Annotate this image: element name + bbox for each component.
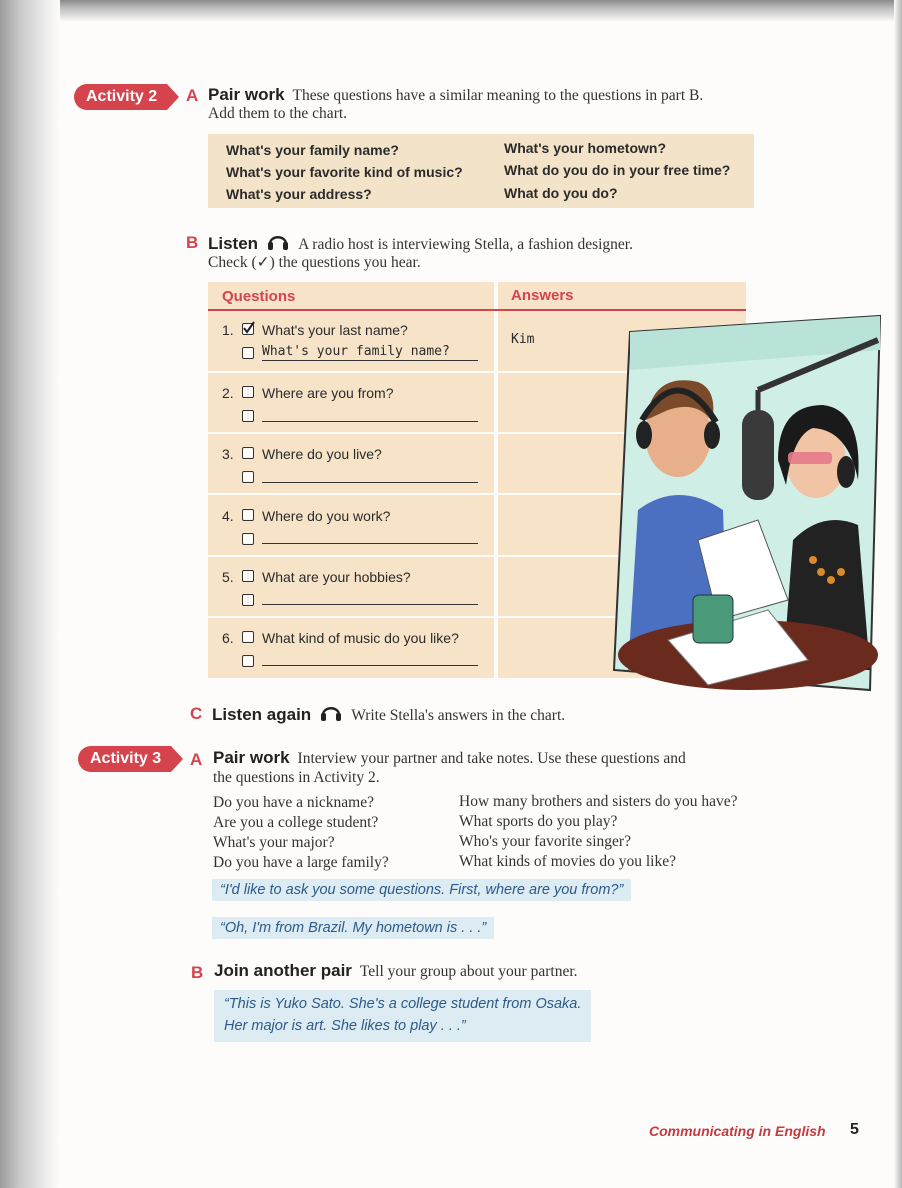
checkbox[interactable] bbox=[242, 386, 254, 398]
activity-2-part-b-instructions bbox=[208, 231, 633, 254]
checkbox[interactable] bbox=[242, 410, 254, 422]
question-item: What do you do? bbox=[504, 185, 618, 201]
page-right-shadow bbox=[894, 0, 902, 1188]
row-number: 5. bbox=[222, 569, 234, 585]
row-number: 3. bbox=[222, 446, 234, 462]
row-number: 4. bbox=[222, 508, 234, 524]
instruction-text: A radio host is interviewing Stella, a fashion designer. bbox=[298, 236, 633, 253]
question-text: Where do you work? bbox=[262, 508, 391, 524]
write-line[interactable] bbox=[262, 665, 478, 666]
question-text: What's your last name? bbox=[262, 322, 408, 338]
question-text: Where are you from? bbox=[262, 385, 394, 401]
example-quote: “Oh, I'm from Brazil. My hometown is . . .” bbox=[212, 917, 494, 939]
question-item: What's your favorite kind of music? bbox=[226, 164, 463, 180]
questions-header: Questions bbox=[222, 288, 296, 305]
checkbox[interactable] bbox=[242, 509, 254, 521]
handwritten-answer: Kim bbox=[511, 332, 535, 347]
write-line[interactable] bbox=[262, 421, 478, 422]
checkbox-checked[interactable] bbox=[242, 323, 254, 335]
question-text: Where do you live? bbox=[262, 446, 382, 462]
part-a-letter: A bbox=[190, 750, 203, 769]
question-list-left bbox=[213, 793, 389, 873]
instruction-text: Write Stella's answers in the chart. bbox=[351, 707, 566, 724]
listen-heading: Listen bbox=[208, 234, 259, 253]
write-line bbox=[262, 360, 478, 361]
activity-2-part-a-instructions bbox=[208, 85, 703, 105]
instruction-text: Tell your group about your partner. bbox=[359, 963, 578, 980]
question-item: What sports do you play? bbox=[459, 813, 618, 830]
instruction-text: Interview your partner and take notes. Use these questions and bbox=[297, 750, 686, 767]
part-c-letter: C bbox=[190, 704, 203, 723]
checkmark-icon bbox=[242, 321, 256, 335]
question-item: Do you have a nickname? bbox=[213, 794, 374, 811]
handwritten-question: What's your family name? bbox=[262, 344, 450, 359]
question-list-right bbox=[459, 792, 738, 872]
row-number: 1. bbox=[222, 322, 234, 338]
example-quote: “I'd like to ask you some questions. First, where are you from?” bbox=[212, 879, 631, 901]
instruction-text: Check (✓) the questions you hear. bbox=[208, 254, 421, 271]
question-item: What kinds of movies do you like? bbox=[459, 853, 676, 870]
part-b-letter: B bbox=[186, 233, 199, 252]
activity-3-part-a-instructions bbox=[213, 748, 686, 768]
instruction-text: the questions in Activity 2. bbox=[213, 769, 380, 786]
question-item: What's your family name? bbox=[226, 142, 399, 158]
question-item: What's your address? bbox=[226, 186, 372, 202]
activity-2-tab: Activity 2 bbox=[74, 84, 167, 110]
pair-work-heading: Pair work bbox=[208, 85, 285, 104]
listen-again-heading: Listen again bbox=[212, 705, 312, 724]
question-item: How many brothers and sisters do you have? bbox=[459, 793, 738, 810]
radio-interview-illustration bbox=[608, 310, 884, 700]
instruction-text: These questions have a similar meaning to the questions in part B. bbox=[292, 87, 704, 104]
question-item: Are you a college student? bbox=[213, 814, 379, 831]
page-top-shadow bbox=[0, 0, 902, 22]
part-b-letter: B bbox=[191, 963, 204, 982]
write-line[interactable] bbox=[262, 604, 478, 605]
checkbox[interactable] bbox=[242, 570, 254, 582]
instruction-text: Add them to the chart. bbox=[208, 105, 348, 122]
part-a-letter: A bbox=[186, 86, 199, 105]
question-item: Do you have a large family? bbox=[213, 854, 389, 871]
question-text: What are your hobbies? bbox=[262, 569, 411, 585]
headphones-icon bbox=[266, 231, 290, 251]
question-box bbox=[208, 134, 754, 208]
question-item: What's your hometown? bbox=[504, 140, 666, 156]
checkbox[interactable] bbox=[242, 594, 254, 606]
page-number: 5 bbox=[850, 1121, 859, 1138]
headphones-icon bbox=[319, 702, 343, 722]
question-text: What kind of music do you like? bbox=[262, 630, 459, 646]
row-number: 6. bbox=[222, 630, 234, 646]
activity-3-part-b-instructions bbox=[214, 961, 578, 981]
write-line[interactable] bbox=[262, 543, 478, 544]
answers-header: Answers bbox=[511, 287, 574, 304]
example-quote bbox=[214, 990, 591, 1042]
checkbox[interactable] bbox=[242, 347, 254, 359]
question-item: Who's your favorite singer? bbox=[459, 833, 631, 850]
checkbox[interactable] bbox=[242, 533, 254, 545]
checkbox[interactable] bbox=[242, 471, 254, 483]
question-item: What do you do in your free time? bbox=[504, 162, 731, 178]
activity-2-part-c-instructions bbox=[212, 702, 565, 725]
checkbox[interactable] bbox=[242, 655, 254, 667]
question-item: What's your major? bbox=[213, 834, 335, 851]
activity-3-tab: Activity 3 bbox=[78, 746, 171, 772]
checkbox[interactable] bbox=[242, 447, 254, 459]
row-number: 2. bbox=[222, 385, 234, 401]
page-gutter-shadow bbox=[0, 0, 60, 1188]
footer-unit-title: Communicating in English bbox=[649, 1123, 826, 1139]
pair-work-heading: Pair work bbox=[213, 748, 290, 767]
checkbox[interactable] bbox=[242, 631, 254, 643]
join-another-pair-heading: Join another pair bbox=[214, 961, 352, 980]
quote-line: Her major is art. She likes to play . . .” bbox=[224, 1018, 466, 1034]
write-line[interactable] bbox=[262, 482, 478, 483]
quote-line: “This is Yuko Sato. She's a college student from Osaka. bbox=[224, 996, 582, 1012]
